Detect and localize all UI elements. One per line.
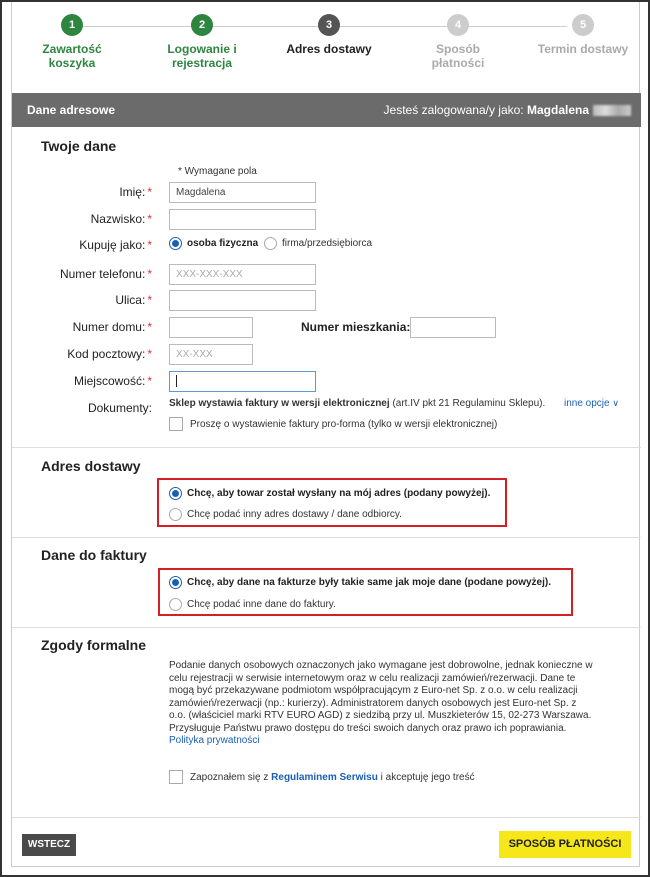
consents-line: zamówień/rezerwacji (np.: kurierzy). Administratorem danych osobowych jest Euro-net Sp. z	[169, 697, 577, 709]
first-name-label: Imię: *	[119, 185, 152, 199]
delivery-same-radio[interactable]	[169, 487, 182, 500]
section-invoice-title: Dane do faktury	[41, 547, 147, 563]
consents-line: Podanie danych osobowych oznaczonych jako wymagane jest dobrowolne, jednak konieczne w	[169, 660, 593, 671]
documents-info-bold: Sklep wystawia faktury w wersji elektronicznej	[169, 398, 390, 409]
proforma-label[interactable]: Proszę o wystawienie faktury pro-forma (tylko w wersji elektronicznej)	[190, 419, 498, 430]
checkout-stepper	[12, 2, 641, 84]
proforma-checkbox[interactable]	[169, 417, 183, 431]
street-label: Ulica: *	[115, 293, 152, 307]
section-divider	[12, 537, 641, 538]
terms-label[interactable]	[190, 772, 475, 783]
consents-line: celu rejestracji w serwisie internetowym oraz w celu realizacji zamówień/rezerwacji. Dane te	[169, 672, 576, 684]
section-delivery-title: Adres dostawy	[41, 458, 141, 474]
last-name-input[interactable]	[169, 209, 316, 230]
documents-info-rest: (art.IV pkt 21 Regulaminu Sklepu).	[392, 398, 546, 409]
invoice-other-radio[interactable]	[169, 598, 182, 611]
step-2[interactable]	[147, 14, 257, 70]
phone-input[interactable]: XXX-XXX-XXX	[169, 264, 316, 285]
step-1-label: Zawartość koszyka	[42, 42, 102, 70]
consents-text	[169, 660, 609, 748]
step-5-number: 5	[572, 14, 594, 36]
flat-number-label: Numer mieszkania:	[301, 320, 411, 334]
step-4-number: 4	[447, 14, 469, 36]
step-3-number: 3	[318, 14, 340, 36]
delivery-other-label[interactable]: Chcę podać inny adres dostawy / dane odbiorcy.	[187, 509, 402, 520]
step-5	[528, 14, 638, 56]
house-number-input[interactable]	[169, 317, 253, 338]
step-4-label: Sposób płatności	[431, 42, 485, 70]
redacted-surname	[593, 105, 631, 116]
street-input[interactable]	[169, 290, 316, 311]
step-2-number: 2	[191, 14, 213, 36]
logged-in-user: Magdalena	[526, 103, 589, 117]
documents-label: Dokumenty:	[87, 401, 152, 415]
terms-suffix: i akceptuję jego treść	[380, 772, 475, 783]
delivery-other-radio[interactable]	[169, 508, 182, 521]
invoice-same-label[interactable]: Chcę, aby dane na fakturze były takie same jak moje dane (podane powyżej).	[187, 577, 552, 588]
terms-checkbox[interactable]	[169, 770, 183, 784]
required-note: * Wymagane pola	[178, 166, 257, 177]
logged-in-info	[384, 93, 631, 127]
city-input[interactable]	[169, 371, 316, 392]
text-caret	[176, 375, 177, 387]
section-divider	[12, 627, 641, 628]
zip-code-label: Kod pocztowy: *	[67, 347, 152, 361]
flat-number-input[interactable]	[410, 317, 496, 338]
section-divider	[12, 447, 641, 448]
step-3-label: Adres dostawy	[286, 42, 372, 56]
phone-label: Numer telefonu: *	[59, 267, 152, 281]
address-header-bar	[12, 93, 641, 127]
buyer-private-label[interactable]: osoba fizyczna	[187, 238, 259, 249]
buyer-type-label: Kupuję jako: *	[79, 238, 152, 252]
checkout-panel	[11, 2, 640, 867]
back-button[interactable]: WSTECZ	[22, 834, 76, 856]
first-name-input[interactable]: Magdalena	[169, 182, 316, 203]
step-3	[274, 14, 384, 56]
city-label: Miejscowość: *	[73, 374, 152, 388]
step-2-label: Logowanie i rejestracja	[167, 42, 237, 70]
consents-line: mogą być przekazywane podmiotom współpracującym z Euro-net Sp. z o.o. w celu realizacji	[169, 685, 578, 696]
section-consents-title: Zgody formalne	[41, 637, 147, 653]
step-1-number: 1	[61, 14, 83, 36]
buyer-company-label[interactable]: firma/przedsiębiorca	[282, 238, 373, 249]
buyer-company-radio[interactable]	[264, 237, 277, 250]
terms-link[interactable]: Regulaminem Serwisu	[271, 772, 378, 783]
buyer-private-radio[interactable]	[169, 237, 182, 250]
header-title: Dane adresowe	[27, 103, 116, 117]
logged-in-prefix: Jesteś zalogowana/y jako:	[383, 103, 524, 117]
delivery-same-label[interactable]: Chcę, aby towar został wysłany na mój adres (podany powyżej).	[187, 488, 491, 499]
documents-info	[169, 398, 545, 409]
invoice-other-label[interactable]: Chcę podać inne dane do faktury.	[187, 599, 336, 610]
step-1[interactable]	[17, 14, 127, 70]
step-5-label: Termin dostawy	[537, 42, 629, 56]
invoice-same-radio[interactable]	[169, 576, 182, 589]
payment-method-button[interactable]: SPOSÓB PŁATNOŚCI	[499, 831, 631, 858]
zip-code-input[interactable]: XX-XXX	[169, 344, 253, 365]
consents-line: o.o. (właściciel marki RTV EURO AGD) z siedzibą przy ul. Muszkieterów 15, 02-273 Warszawa.	[169, 710, 592, 721]
chevron-down-icon: ∨	[612, 398, 619, 408]
section-your-data-title: Twoje dane	[41, 138, 117, 154]
house-number-label: Numer domu: *	[72, 320, 152, 334]
privacy-policy-link[interactable]: Polityka prywatności	[169, 735, 260, 746]
step-4	[403, 14, 513, 70]
consents-line: Przysługuje Państwu prawo dostępu do treści swoich danych oraz prawo ich poprawiania.	[169, 722, 567, 734]
footer-divider	[12, 817, 641, 818]
terms-prefix: Zapoznałem się z	[190, 772, 269, 783]
other-options-link[interactable]: inne opcje ∨	[564, 398, 619, 409]
last-name-label: Nazwisko: *	[90, 212, 152, 226]
